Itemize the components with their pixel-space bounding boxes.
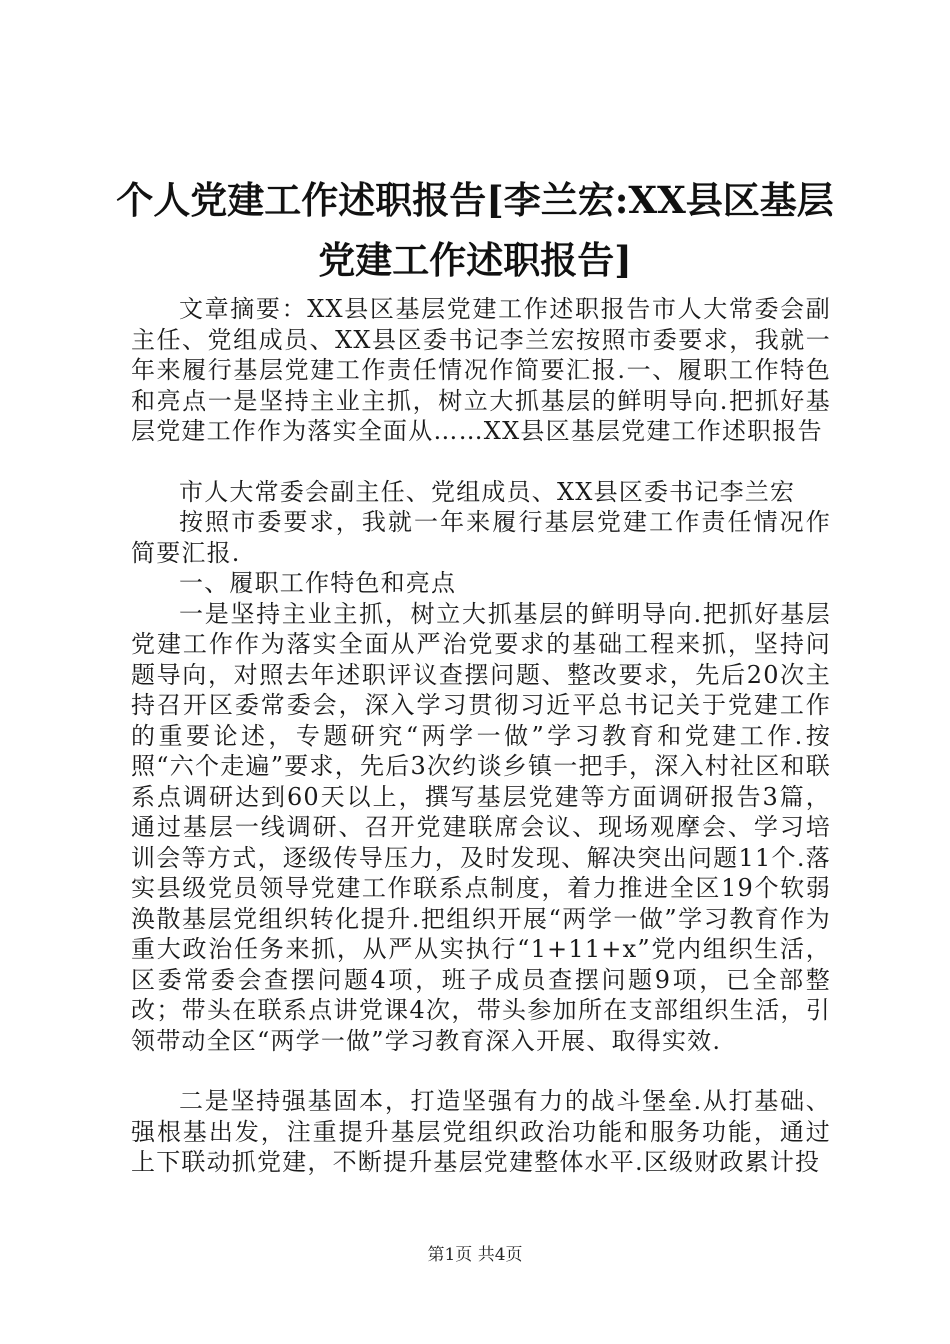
body-paragraph: 一是坚持主业主抓，树立大抓基层的鲜明导向.把抓好基层党建工作作为落实全面从严治党要求的基础工程来抓，坚持问题导向，对照去年述职评议查摆问题、整改要求，先后20次主持召开区委常委会，深入学习贯彻习近平总书记关于党建工作的重要论述，专题研究“两学一做”学习教育和党建工作.按照“六个走遍”要求，先后3次约谈乡镇一把手，深入村社区和联系点调研达到60天以上，撰写基层党建等方面调研报告3篇，通过基层一线调研、召开党建联席会议、现场观摩会、学习培训会等方式，逐级传导压力，及时发现、解决突出问题11个.落实县级党员领导党建工作联系点制度，着力推进全区19个软弱涣散基层党组织转化提升.把组织开展“两学一做”学习教育作为重大政治任务来抓，从严从实执行“1+11+x”党内组织生活，区委常委会查摆问题4项，班子成员查摆问题9项，已全部整改；带头在联系点讲党课4次，带头参加所在支部组织生活，引领带动全区“两学一做”学习教育深入开展、取得实效. — [131, 599, 831, 1055]
page-footer: 第1页 共4页 — [427, 1245, 523, 1265]
abstract-paragraph: 文章摘要：XX县区基层党建工作述职报告市人大常委会副主任、党组成员、XX县区委书记李兰宏按照市委要求，我就一年来履行基层党建工作责任情况作简要汇报.一、履职工作特色和亮点一是坚持主业主抓，树立大抓基层的鲜明导向.把抓好基层党建工作作为落实全面从……XX县区基层党建工作述职报告 — [131, 295, 831, 445]
document-body — [131, 294, 831, 1178]
intro-paragraph: 按照市委要求，我就一年来履行基层党建工作责任情况作简要汇报. — [131, 508, 831, 567]
author-line: 市人大常委会副主任、党组成员、XX县区委书记李兰宏 — [179, 477, 796, 506]
document-title: 个人党建工作述职报告[李兰宏:XX县区基层党建工作述职报告] — [116, 178, 834, 282]
section-heading: 一、履职工作特色和亮点 — [179, 569, 457, 597]
body-paragraph: 二是坚持强基固本，打造坚强有力的战斗堡垒.从打基础、强根基出发，注重提升基层党组织政治功能和服务功能，通过上下联动抓党建，不断提升基层党建整体水平.区级财政累计投 — [131, 1087, 831, 1176]
